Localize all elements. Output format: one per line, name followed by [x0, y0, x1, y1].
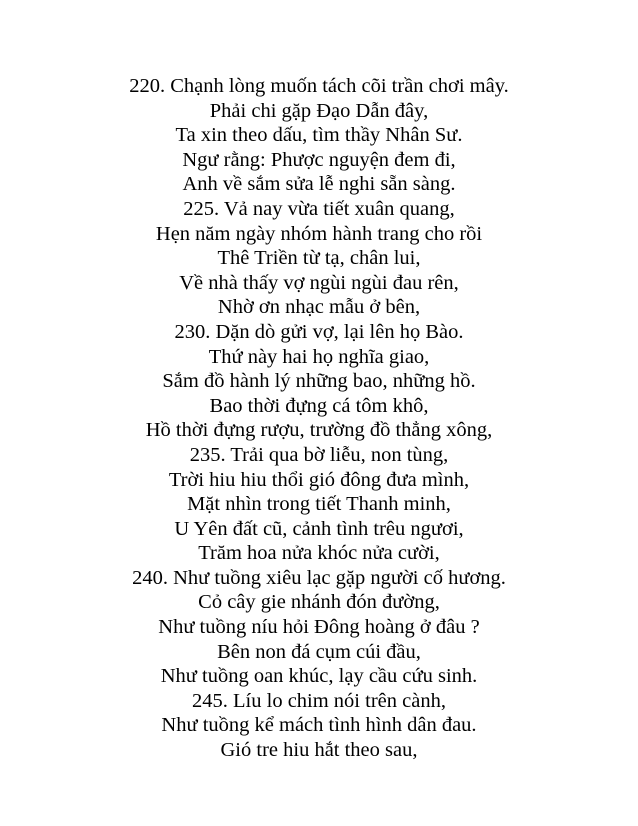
- poem-line: Thê Triền từ tạ, chân lui,: [217, 247, 421, 270]
- poem-line: Anh về sắm sửa lễ nghi sẵn sàng.: [182, 173, 456, 196]
- poem-line: U Yên đất cũ, cảnh tình trêu ngươi,: [174, 517, 464, 540]
- poem-line: Mặt nhìn trong tiết Thanh minh,: [187, 493, 451, 516]
- poem-line: 220. Chạnh lòng muốn tách cõi trần chơi mây.: [129, 75, 509, 97]
- poem-line: Như tuồng oan khúc, lạy cầu cứu sinh.: [160, 665, 478, 688]
- poem-line: Trời hiu hiu thổi gió đông đưa mình,: [168, 468, 470, 491]
- poem-line: Hồ thời đựng rượu, trường đồ thẳng xông,: [145, 419, 493, 442]
- poem-line: 235. Trải qua bờ liễu, non tùng,: [189, 443, 449, 466]
- poem-line: Ngư rằng: Phược nguyện đem đi,: [182, 148, 456, 171]
- poem-line: 240. Như tuồng xiêu lạc gặp người cố hương.: [132, 566, 506, 589]
- poem-line: 230. Dặn dò gửi vợ, lại lên họ Bào.: [174, 320, 464, 343]
- poem-line: Bao thời đựng cá tôm khô,: [209, 394, 429, 417]
- poem-line: 225. Vả nay vừa tiết xuân quang,: [183, 197, 455, 220]
- poem-line: Về nhà thấy vợ ngùi ngùi đau rên,: [179, 271, 459, 294]
- poem-line: 245. Líu lo chim nói trên cành,: [192, 689, 446, 712]
- poem-line: Cỏ cây gie nhánh đón đường,: [198, 591, 440, 614]
- poem-line: Hẹn năm ngày nhóm hành trang cho rồi: [155, 222, 483, 245]
- poem-line: Như tuồng níu hỏi Đông hoàng ở đâu ?: [158, 616, 480, 639]
- poem-line: Trăm hoa nửa khóc nửa cười,: [198, 542, 440, 565]
- poem-line: Gió tre hiu hắt theo sau,: [220, 739, 418, 762]
- poem-line: Sắm đồ hành lý những bao, những hồ.: [162, 370, 476, 393]
- poem-line: Thứ này hai họ nghĩa giao,: [208, 345, 430, 368]
- poem-line: Ta xin theo dấu, tìm thầy Nhân Sư.: [175, 124, 463, 147]
- poem-text: [0, 74, 638, 763]
- poem-line: Nhờ ơn nhạc mẫu ở bên,: [217, 296, 421, 319]
- poem-line: Như tuồng kể mách tình hình dân đau.: [161, 714, 477, 737]
- poem-line: Bên non đá cụm cúi đầu,: [217, 640, 421, 663]
- poem-line: Phải chi gặp Đạo Dẫn đây,: [209, 99, 429, 122]
